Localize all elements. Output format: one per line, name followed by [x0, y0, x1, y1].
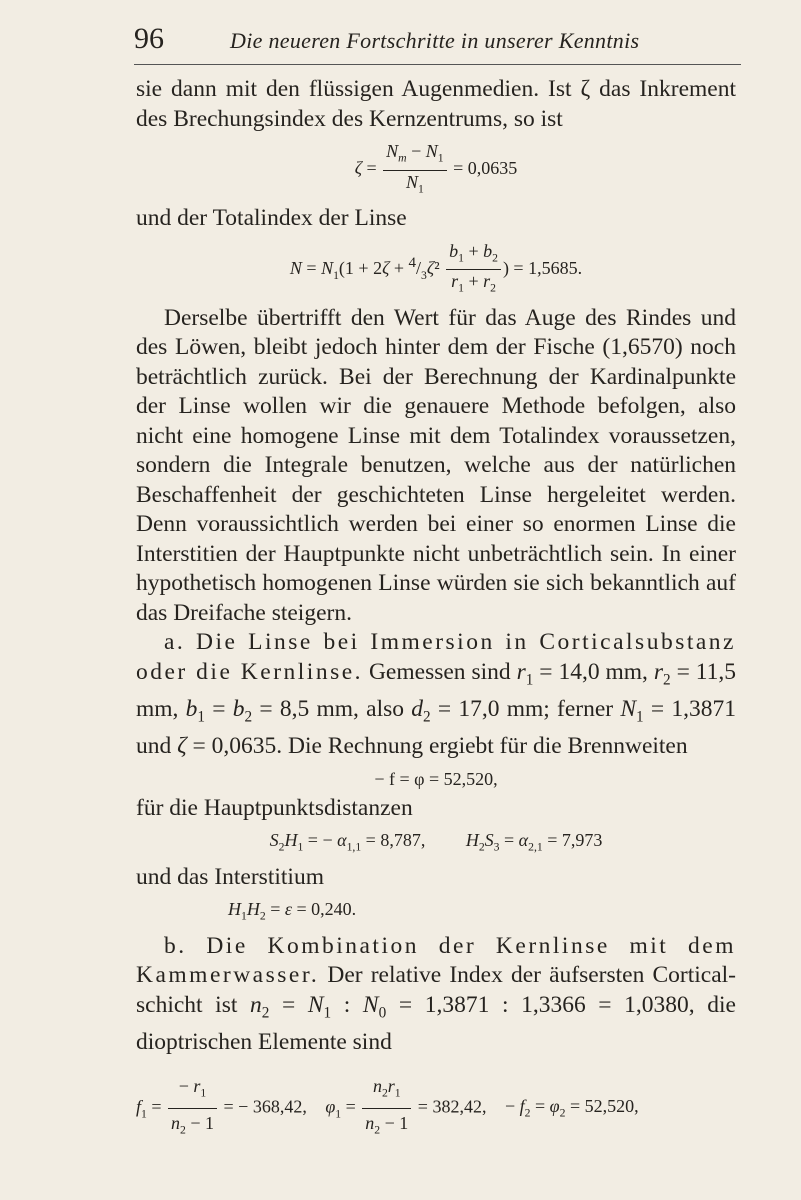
section-b: b. Die Kombination der Kernlinse mit dem Kammerwasser. Der relative Index der äufsersten Cortical-schicht ist $n_2 = N_1$ : $N_0 = 1,3871$ : 1,3366 = 1,0380, die dioptrischen Elemente sind — [136, 932, 736, 1056]
running-header — [134, 22, 741, 66]
equation-interstitium: $H_1H_2 = \varepsilon = 0,240$. — [228, 899, 357, 923]
page-number: 96 — [134, 22, 164, 55]
paragraph-6: und das Interstitium — [136, 863, 324, 890]
section-a-heading: a. Die Linse bei Immersion in Corticalsubstanz oder die Kernlinse. — [136, 629, 736, 685]
equation-total-index: $N = N_1(1 + 2\zeta + ^4/_3\zeta^2$ $\frac{b_1 + b_2}{r_1 + r_2}$ ) = 1,5685. — [289, 240, 583, 295]
equation-zeta: ζ = $\frac{N_m - N_1}{N_1}$ = 0,0635 — [354, 141, 518, 196]
equation-principal-distances: $S_2H_1$ = − $\alpha_{1,1} = 8,787$, $H_2S_3 = \alpha_{2,1} = 7,973$ — [269, 830, 603, 854]
header-rule — [134, 64, 741, 65]
paragraph-1: sie dann mit den flüssigen Augenmedien. Ist ζ das Inkrement des Brechungsindex des Kernzentrums, so ist — [136, 76, 736, 132]
paragraph-2: und der Totalindex der Linse — [136, 205, 407, 232]
equation-dioptric: $f_1$ = $\frac{- r_1}{n_2 - 1}$ = − 368,42, $\varphi_1$ = $\frac{n_2r_1}{n_2 - 1}$ = 382,42, − $f_2 = \varphi_2 = 52,520$, — [136, 1072, 736, 1145]
section-b-heading: b. Die Kombination der Kernlinse mit dem Kammerwasser. — [136, 932, 736, 989]
equation-focal: − f = φ = 52,520, — [374, 768, 498, 789]
paragraph-3: Derselbe übertrifft den Wert für das Auge des Rindes und des Löwen, bleibt jedoch hinter dem der Fische (1,6570) noch beträchtlich zurück. Bei der Berechnung der Kardinalpunkte der Linse wollen wir die genauere Methode befolgen, also nicht eine homogene Linse mit dem Totalindex voraussetzen, sondern die Integrale benutzen, welche aus der natürlichen Beschaffenheit der geschichteten Linse hergeleitet werden. Denn voraussichtlich werden bei einer so enormen Linse die Interstitien der Hauptpunkte nicht unbeträchtlich sein. In einer hypothetisch homogenen Linse würden sie sich bekanntlich auf das Dreifache steigern. — [136, 304, 736, 626]
paragraph-5: für die Hauptpunktsdistanzen — [136, 794, 413, 821]
section-a: a. Die Linse bei Immersion in Corticalsubstanz oder die Kernlinse. Gemessen sind $r_1 = 14,0$ mm, $r_2 = 11,5$ mm, $b_1 = b_2 = 8,5$ mm, also $d_2 = 17,0$ mm; ferner $N_1 = 1,3871$ und ζ = 0,0635. Die Rechnung ergiebt für die Brennweiten — [136, 629, 737, 760]
running-title: Die neueren Fortschritte in unserer Kenntnis — [230, 28, 640, 53]
page-body — [136, 75, 736, 1145]
